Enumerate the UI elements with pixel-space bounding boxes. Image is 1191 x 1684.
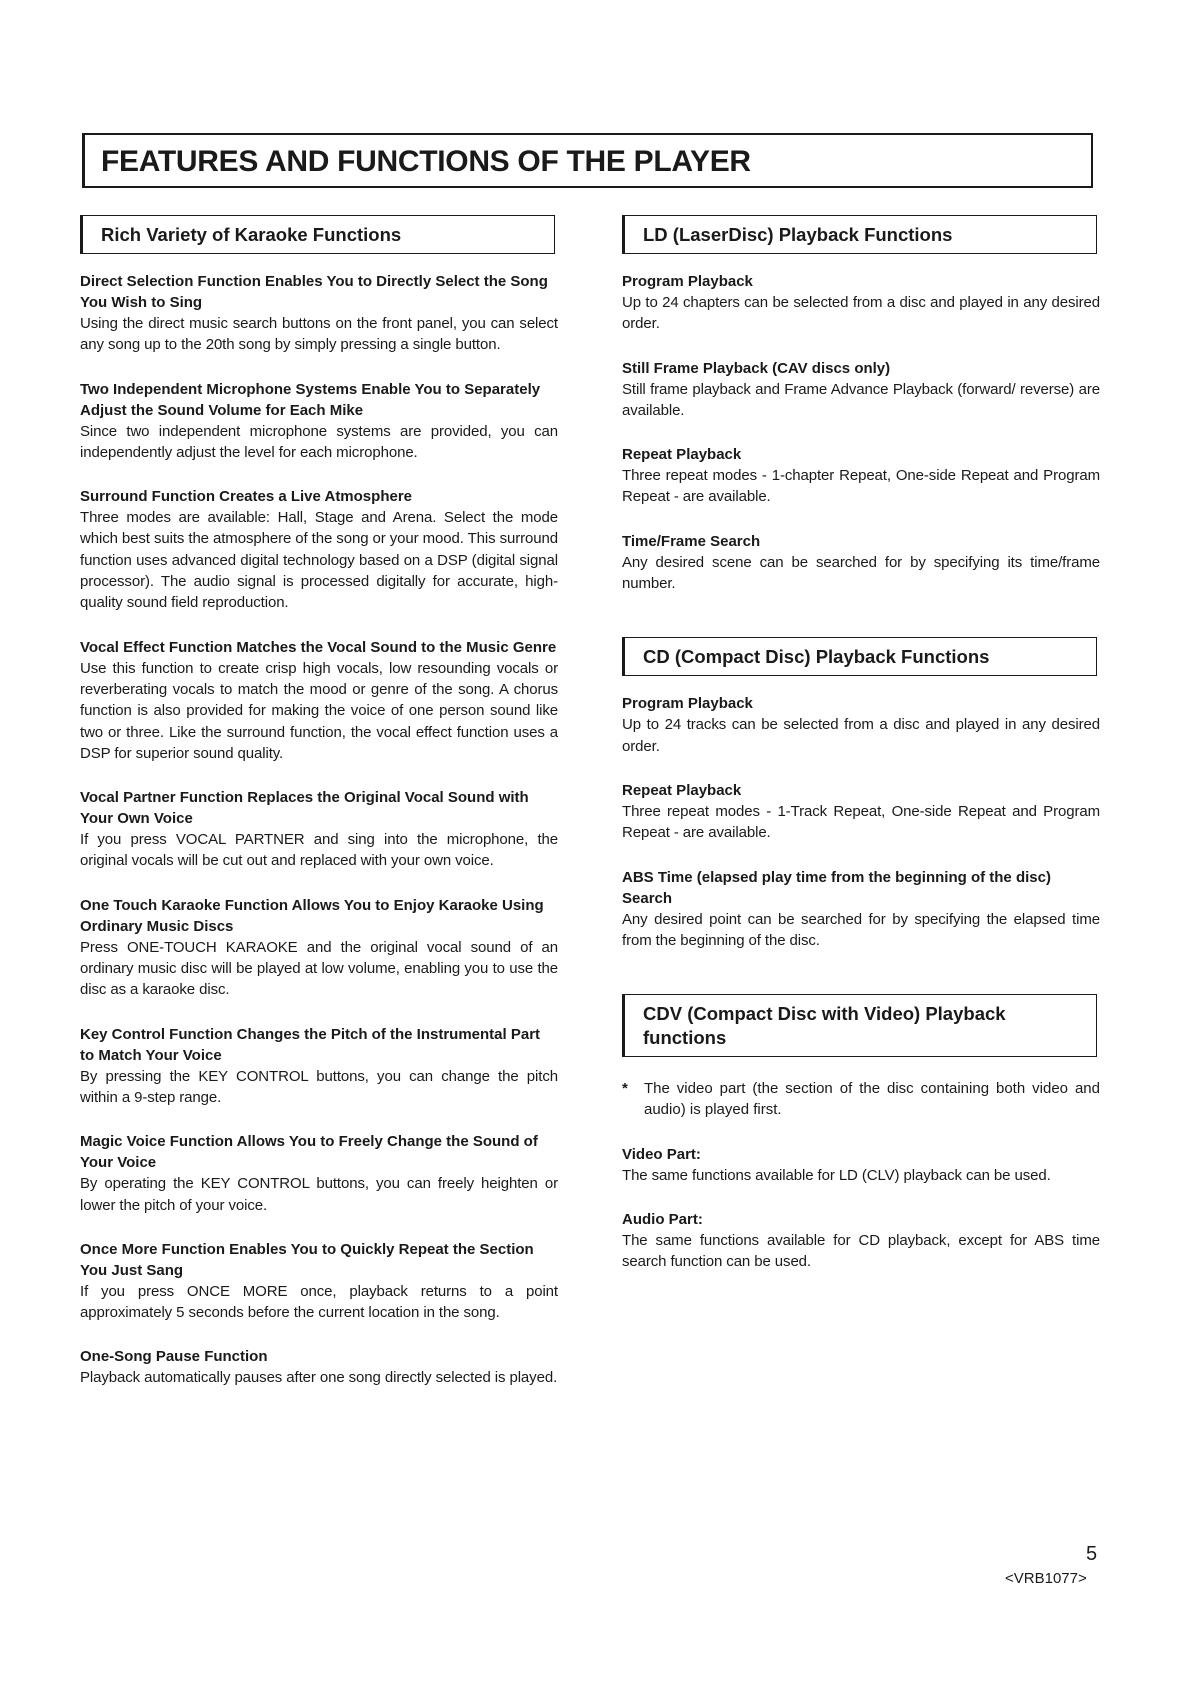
cdv-note [622, 1078, 1100, 1121]
feature-body: Press ONE-TOUCH KARAOKE and the original vocal sound of an ordinary music disc will be played at low volume, enabling you to use the disc as a karaoke disc. [80, 938, 558, 999]
feature-once-more [80, 1239, 558, 1324]
feature-body: If you press VOCAL PARTNER and sing into the microphone, the original vocals will be cut out and replaced with your own voice. [80, 831, 558, 870]
feature-cdv-video-part [622, 1144, 1100, 1186]
feature-vocal-partner [80, 787, 558, 872]
feature-title: One-Song Pause Function [80, 1348, 268, 1366]
feature-one-song-pause [80, 1346, 558, 1388]
right-column [622, 215, 1100, 1273]
feature-title: Audio Part: [622, 1211, 703, 1229]
feature-ld-time-frame-search [622, 531, 1100, 595]
feature-body: Any desired point can be searched for by specifying the elapsed time from the beginning of the disc. [622, 910, 1100, 949]
feature-title: Repeat Playback [622, 781, 742, 799]
feature-surround [80, 486, 558, 613]
asterisk-mark: * [622, 1080, 628, 1098]
feature-body: Three modes are available: Hall, Stage and Arena. Select the mode which best suits the atmosphere of the song or your mood. This surround function uses advanced digital technology based on a DSP (digital signal processor). The audio signal is processed digitally for accurate, high-quality sound field reproduction. [80, 509, 558, 612]
note-text: The video part (the section of the disc containing both video and audio) is played first. [644, 1080, 1100, 1119]
feature-ld-repeat-playback [622, 444, 1100, 508]
feature-cd-abs-time-search [622, 867, 1100, 952]
left-column [80, 215, 558, 1389]
feature-title: Direct Selection Function Enables You to Directly Select the Song You Wish to Sing [80, 273, 548, 311]
feature-title: Key Control Function Changes the Pitch of the Instrumental Part to Match Your Voice [80, 1025, 541, 1064]
feature-body: By pressing the KEY CONTROL buttons, you can change the pitch within a 9-step range. [80, 1067, 558, 1106]
page-title: FEATURES AND FUNCTIONS OF THE PLAYER [101, 145, 751, 178]
feature-title: ABS Time (elapsed play time from the beginning of the disc) Search [622, 868, 1051, 907]
feature-title: Still Frame Playback (CAV discs only) [622, 359, 891, 377]
feature-title: Program Playback [622, 695, 753, 713]
feature-title: Repeat Playback [622, 446, 742, 464]
feature-body: If you press ONCE MORE once, playback returns to a point approximately 5 seconds before the current location in the song. [80, 1282, 558, 1322]
section-header-cd [622, 637, 1097, 676]
feature-title: Magic Voice Function Allows You to Freely Change the Sound of Your Voice [80, 1133, 538, 1172]
feature-body: Since two independent microphone systems are provided, you can independently adjust the level for each microphone. [80, 422, 558, 461]
feature-body: Any desired scene can be searched for by specifying its time/frame number. [622, 553, 1100, 593]
section-title: Rich Variety of Karaoke Functions [101, 224, 402, 245]
feature-body: Three repeat modes - 1-Track Repeat, One-side Repeat and Program Repeat - are available. [622, 802, 1100, 842]
feature-one-touch-karaoke [80, 895, 558, 1001]
feature-cd-repeat-playback [622, 780, 1100, 844]
section-header-ld [622, 215, 1097, 254]
feature-body: Using the direct music search buttons on the front panel, you can select any song up to the 20th song by simply pressing a single button. [80, 315, 558, 354]
feature-title: Vocal Effect Function Matches the Vocal Sound to the Music Genre [80, 638, 557, 656]
feature-title: One Touch Karaoke Function Allows You to Enjoy Karaoke Using Ordinary Music Discs [80, 896, 544, 935]
section-title: LD (LaserDisc) Playback Functions [643, 224, 953, 245]
feature-vocal-effect [80, 637, 558, 764]
feature-title: Surround Function Creates a Live Atmosphere [80, 488, 412, 506]
page-title-box [82, 133, 1093, 188]
section-title: CDV (Compact Disc with Video) Playback functions [643, 1003, 1006, 1049]
feature-body: Up to 24 tracks can be selected from a disc and played in any desired order. [622, 716, 1100, 755]
feature-body: The same functions available for CD playback, except for ABS time search function can be used. [622, 1232, 1100, 1271]
feature-magic-voice [80, 1131, 558, 1216]
feature-body: The same functions available for LD (CLV) playback can be used. [622, 1166, 1051, 1184]
feature-body: Three repeat modes - 1-chapter Repeat, One-side Repeat and Program Repeat - are available. [622, 467, 1100, 506]
feature-title: Program Playback [622, 273, 753, 290]
section-header-karaoke [80, 215, 555, 254]
feature-body: Use this function to create crisp high vocals, low resounding vocals or reverberating vocals to match the mood or genre of the song. A chorus function is also provided for making the voice of one person sound like two or three. Like the surround function, the vocal effect function uses a DSP for superior sound quality. [80, 659, 558, 762]
section-header-cdv [622, 994, 1097, 1057]
feature-body: By operating the KEY CONTROL buttons, you can freely heighten or lower the pitch of your voice. [80, 1175, 558, 1214]
feature-cd-program-playback [622, 693, 1100, 757]
document-code: <VRB1077> [1005, 1570, 1087, 1587]
feature-title: Two Independent Microphone Systems Enable You to Separately Adjust the Sound Volume for Each Mike [80, 380, 541, 419]
feature-title: Video Part: [622, 1145, 701, 1163]
feature-body: Up to 24 chapters can be selected from a disc and played in any desired order. [622, 294, 1100, 333]
feature-title: Time/Frame Search [622, 532, 761, 550]
page-number: 5 [1086, 1543, 1098, 1565]
feature-ld-program-playback [622, 271, 1100, 335]
feature-microphone-systems [80, 379, 558, 464]
feature-direct-selection [80, 271, 558, 356]
section-title: CD (Compact Disc) Playback Functions [643, 646, 990, 668]
feature-body: Playback automatically pauses after one song directly selected is played. [80, 1369, 558, 1387]
feature-body: Still frame playback and Frame Advance Playback (forward/ reverse) are available. [622, 380, 1100, 419]
feature-ld-still-frame [622, 358, 1100, 422]
feature-cdv-audio-part [622, 1209, 1100, 1273]
feature-title: Once More Function Enables You to Quickly Repeat the Section You Just Sang [80, 1240, 534, 1279]
feature-key-control [80, 1024, 558, 1109]
feature-title: Vocal Partner Function Replaces the Original Vocal Sound with Your Own Voice [80, 789, 529, 828]
